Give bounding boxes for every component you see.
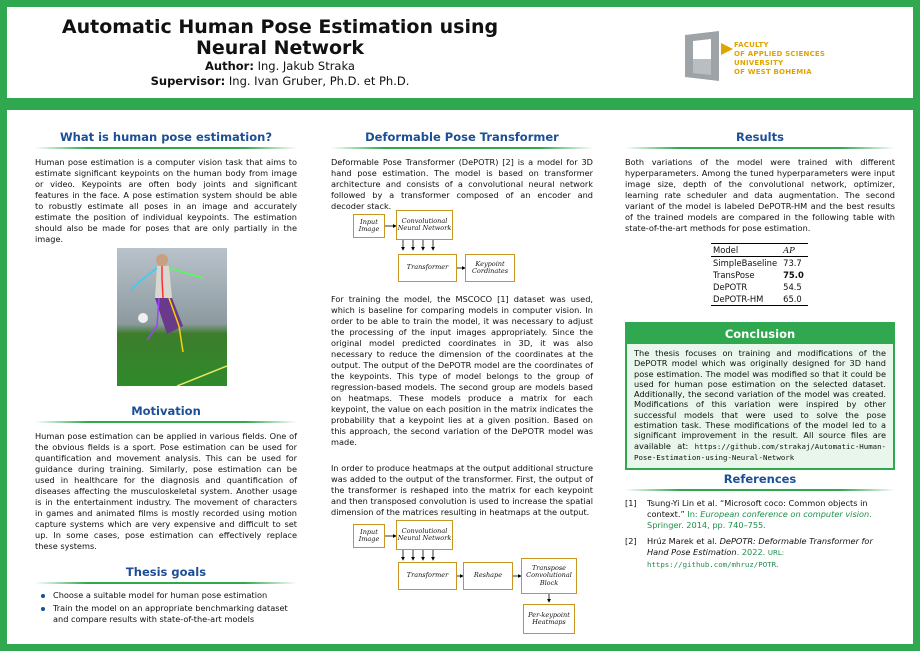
diagram-tconv-box: Transpose Convolutional Block	[521, 558, 577, 594]
conclusion-body: The thesis focuses on training and modifications of the DePOTR model which was originally designed for 3D hand pose estimation. The model was modified so that it could be used for human pose estimation on the selected dataset. Additionally, the second variation of the model was created. Modifications of this variation were inspired by other successful models that were used to solve the pose estimation task. These modifications of the model led to a significant improvement in the result. All source files are available at:	[634, 348, 886, 451]
reference-title: DePOTR: Deformable Transformer for Hand Pose Estimation	[647, 536, 873, 557]
diagram-output-box: Keypoint Cordinates	[465, 254, 515, 282]
depotr-intro: Deformable Pose Transformer (DePOTR) [2] is a model for 3D hand pose estimation. The model is based on transformer architecture and consists of a convolutional neural network followed by a transformer composed of an encoder and decoder stack.	[331, 157, 593, 211]
conclusion-text	[627, 344, 893, 467]
reference-number: [2]	[625, 536, 637, 546]
depotr-hm-diagram	[331, 514, 593, 640]
conclusion-heading: Conclusion	[627, 324, 893, 344]
author-label: Author:	[205, 59, 254, 73]
logo-line: OF WEST BOHEMIA	[734, 68, 812, 76]
poster-body	[7, 110, 913, 644]
table-cell-model: DePOTR-HM	[711, 293, 781, 306]
supervisor-name: Ing. Ivan Gruber, Ph.D. et Ph.D.	[228, 74, 410, 88]
author-line	[7, 59, 553, 73]
list-item: Train the model on an appropriate benchmarking dataset and compare results with state-of-the-art models	[35, 603, 297, 625]
table-header-model: Model	[711, 244, 781, 257]
table-row	[711, 257, 808, 270]
table-header-row	[711, 244, 808, 257]
table-row	[711, 269, 808, 281]
poster-title	[7, 17, 553, 59]
depotr-heading: Deformable Pose Transformer	[331, 130, 593, 149]
table-cell-ap: 54.5	[783, 282, 802, 292]
what-heading: What is human pose estimation?	[35, 130, 297, 149]
results-heading: Results	[625, 130, 895, 149]
reference-end: .	[776, 559, 779, 569]
logo-line: OF APPLIED SCIENCES	[734, 50, 826, 58]
references-heading: References	[625, 472, 895, 491]
diagram-transformer-box: Transformer	[398, 562, 457, 590]
depotr-diagram	[331, 206, 593, 286]
goals-list	[35, 590, 297, 627]
poster-header	[7, 7, 913, 98]
goals-heading: Thesis goals	[35, 565, 297, 584]
reference-venue-prefix: In:	[687, 509, 698, 519]
table-cell-ap: 75.0	[783, 270, 804, 280]
reference-url[interactable]: https://github.com/mhruz/POTR	[647, 560, 777, 569]
reference-item	[625, 536, 895, 570]
reference-text: Hrúz Marek et al.	[647, 536, 718, 546]
diagram-cnn-box: Convolutional Neural Network	[396, 520, 453, 550]
diagram-input-box: Input Image	[353, 214, 385, 238]
table-header-ap: AP	[781, 244, 808, 257]
diagram-heatmaps-box: Per-keypoint Heatmaps	[523, 604, 575, 634]
reference-year: . 2022.	[736, 547, 766, 557]
conclusion-link[interactable]: https://github.com/strakaj/Automatic-Human-Pose-Estimation-using-Neural-Network	[634, 441, 886, 462]
table-cell-model: DePOTR	[713, 282, 748, 292]
logo-line: FACULTY	[734, 41, 769, 49]
university-name	[734, 41, 825, 77]
author-name: Ing. Jakub Straka	[257, 59, 355, 73]
references-list	[625, 498, 895, 575]
supervisor-line	[7, 74, 553, 88]
results-table	[711, 243, 808, 306]
table-cell-ap: 73.7	[783, 258, 802, 268]
results-text: Both variations of the model were trained with different hyperparameters. Among the tuned hyperparameters were input image size, depth of the convolutional network, optimizer, learning rate scheduler and data augmentation. The second variant of the model is labeled DePOTR-HM and the best results of the trained models are compared in the following table with state-of-the-art methods for pose estimation.	[625, 157, 895, 233]
title-line-1: Automatic Human Pose Estimation using	[61, 16, 499, 38]
list-item: Choose a suitable model for human pose estimation	[35, 590, 297, 601]
diagram-input-box: Input Image	[353, 524, 385, 548]
logo-line: UNIVERSITY	[734, 59, 784, 67]
table-row	[711, 281, 808, 293]
depotr-body-2: In order to produce heatmaps at the output additional structure was added to the output of the transformer. First, the output of the transformer is reshaped into the matrix for each keypoint and then transposed convolution is used to increase the spatial dimension of the matrices resulting in heatmaps at the output.	[331, 463, 593, 517]
table-cell-model: SimpleBaseline	[713, 258, 778, 268]
diagram-cnn-box: Convolutional Neural Network	[396, 210, 453, 240]
reference-text: Tsung-Yi Lin et al. “Microsoft coco: Common objects in context.”	[647, 498, 868, 519]
reference-number: [1]	[625, 498, 637, 508]
motivation-heading: Motivation	[35, 404, 297, 423]
diagram-transformer-box: Transformer	[398, 254, 457, 282]
what-text: Human pose estimation is a computer vision task that aims to estimate significant keypoints on the human body from image or video. Keypoints are often body joints and significant features in the face. A pose estimation system should be able to robustly estimate all poses in an image and accurately estimate the position of individual keypoints. The estimation should also be made for poses that are only partially in the image.	[35, 157, 297, 244]
reference-venue-rest: . Springer. 2014, pp. 740–755.	[647, 509, 872, 530]
diagram-reshape-box: Reshape	[463, 562, 513, 590]
motivation-text: Human pose estimation can be applied in various fields. One of the obvious fields is a sport. Pose estimation can be used for quantification and movement analysis. This can be used for guidance during training. Similarly, pose estimation can be used in healthcare for the diagnosis and quantification of diseases affecting the musculoskeletal system. Another usage is in the entertainment industry. The movement of characters in games and animated films is mostly recorded using motion capture systems which are very expensive and difficult to set up. In some cases, pose estimation can effectively replace these systems.	[35, 431, 297, 551]
title-line-2: Neural Network	[195, 37, 365, 59]
table-row	[711, 293, 808, 306]
depotr-body: For training the model, the MSCOCO [1] dataset was used, which is baseline for comparing models in computer vision. In order to be able to train the model, it was necessary to adjust the processing of the input images appropriately. Since the original model predicted coordinates in 3D, it was also necessary to reduce the dimension of the coordinates at the output. The output of the DePOTR model are the coordinates of the keypoints. This type of model belongs to the group of regression-based models. The second group are models based on heatmaps. These models produce a matrix for each keypoint, the value on each position in the matrix indicates the probability that a keypoint lies at a given position. Based on this approach, the second variation of the DePOTR model was made.	[331, 294, 593, 447]
supervisor-label: Supervisor:	[150, 74, 226, 88]
reference-url-label: URL:	[767, 549, 785, 557]
reference-item	[625, 498, 895, 531]
pose-photo	[117, 248, 227, 386]
table-cell-model: TransPose	[713, 270, 755, 280]
reference-venue[interactable]: European conference on computer vision	[700, 509, 870, 519]
conclusion-box	[625, 322, 895, 470]
table-cell-ap: 65.0	[781, 293, 808, 306]
